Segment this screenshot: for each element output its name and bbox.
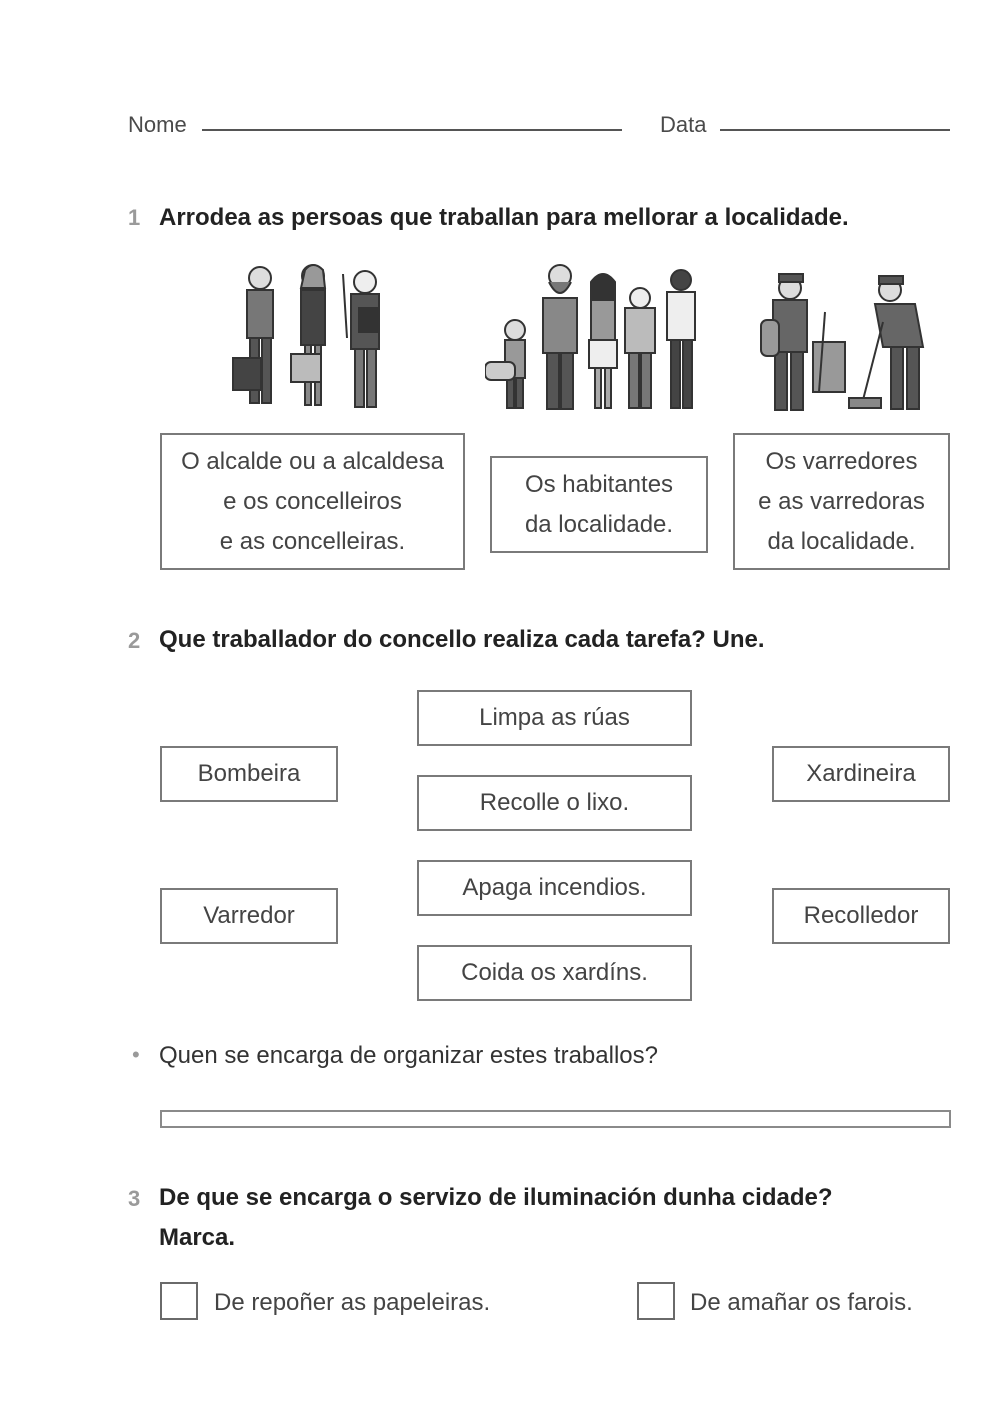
worker-recolledor[interactable]: Recolledor [772, 888, 950, 944]
sub-question-bullet: • [132, 1042, 140, 1067]
sweepers-illustration [755, 272, 935, 417]
task-coida[interactable]: Coida os xardíns. [417, 945, 692, 1001]
q3-checkbox-papeleiras[interactable] [160, 1282, 198, 1320]
officials-illustration [225, 258, 400, 418]
sub-question-answer-field[interactable] [160, 1110, 951, 1128]
q1-option-inhabitants-label: Os habitantes da localidade. [524, 470, 674, 538]
question-3-text-line-2: Marca. [159, 1224, 236, 1251]
q1-option-sweepers[interactable] [733, 433, 950, 570]
q1-option-sweepers-label: Os varredores e as varredoras da localidade. [758, 447, 925, 555]
question-1-text: Arrodea as persoas que traballan para mellorar a localidade. [159, 204, 849, 231]
date-field[interactable] [720, 129, 950, 131]
question-2-text: Que traballador do concello realiza cada tarefa? Une. [159, 626, 765, 653]
task-apaga[interactable]: Apaga incendios. [417, 860, 692, 916]
task-recolle[interactable]: Recolle o lixo. [417, 775, 692, 831]
task-limpa[interactable]: Limpa as rúas [417, 690, 692, 746]
q3-option-farois-label: De amañar os farois. [690, 1289, 913, 1316]
q3-option-papeleiras-label: De repoñer as papeleiras. [214, 1289, 491, 1316]
question-1-number: 1 [128, 205, 141, 230]
q1-option-inhabitants[interactable] [490, 456, 708, 553]
name-field[interactable] [202, 129, 622, 131]
question-2-number: 2 [128, 628, 141, 653]
inhabitants-illustration [485, 262, 710, 417]
question-3-text-line-1: De que se encarga o servizo de iluminación dunha cidade? [159, 1184, 833, 1211]
q1-option-officials[interactable] [160, 433, 465, 570]
worker-varredor[interactable]: Varredor [160, 888, 338, 944]
sub-question-text: Quen se encarga de organizar estes traballos? [159, 1042, 658, 1069]
question-3-number: 3 [128, 1186, 141, 1211]
date-label: Data [660, 112, 707, 137]
worker-bombeira[interactable]: Bombeira [160, 746, 338, 802]
q3-checkbox-farois[interactable] [637, 1282, 675, 1320]
worker-xardineira[interactable]: Xardineira [772, 746, 950, 802]
q1-option-officials-label: O alcalde ou a alcaldesa e os concelleiros e as concelleiras. [181, 447, 444, 555]
name-label: Nome [128, 112, 187, 137]
